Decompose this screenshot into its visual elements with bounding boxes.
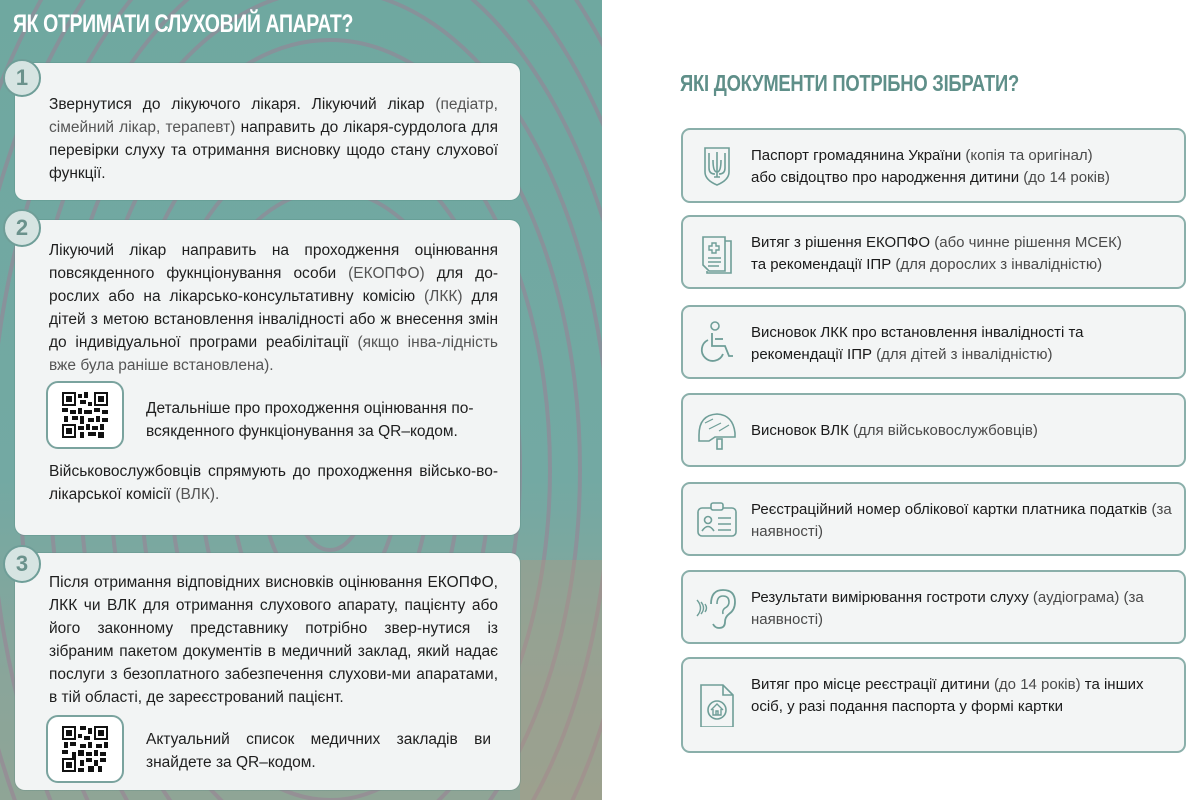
document-ekopfo-text [751, 232, 1174, 276]
step-1-text-note: (педіатр, сімейний лікар, терапевт) [49, 96, 498, 136]
step-1-text [49, 93, 498, 185]
document-item-passport [681, 128, 1186, 203]
step-2-text-note: (якщо інва-лідність вже була раніше встановлена). [49, 334, 498, 374]
doc-text-part: та інших осіб, у разі подання паспорта у формі картки [751, 676, 1144, 715]
doc-text-note: (до 14 років) [993, 676, 1081, 693]
document-item-residence [681, 657, 1186, 753]
doc-text-part: Висновок ЛКК про встановлення інвалідності та рекомендації ІПР [751, 324, 1084, 363]
step-2-text-note: (ЕКОПФО) [348, 265, 425, 282]
doc-text-note: (або чинне рішення МСЕК) [934, 234, 1122, 251]
step-2-text [49, 239, 498, 377]
medical-document-icon [695, 231, 739, 275]
qr-code-icon [62, 726, 108, 772]
ear-hearing-icon [695, 586, 739, 630]
step-2-military-part: Військовослужбовців спрямують до проходження військо-во-лікарської комісії [49, 463, 498, 503]
step-2-text-part: Лікуючий лікар направить на проходження оцінювання повсякденного фукнціонування особи [49, 242, 498, 282]
document-item-vlk [681, 393, 1186, 467]
left-page-title: ЯК ОТРИМАТИ СЛУХОВИЙ АПАРАТ? [13, 10, 353, 38]
doc-text-note: (за наявності) [751, 501, 1172, 540]
qr-facilities-caption: Актуальний список медичних закладів ви знайдете за QR–кодом. [146, 731, 491, 771]
doc-text-part: Результати вимірювання гостроти слуху [751, 589, 1033, 606]
home-document-icon [695, 683, 739, 727]
step-number-badge-2: 2 [3, 209, 41, 247]
document-item-lkk [681, 305, 1186, 379]
document-tax-number-text [751, 499, 1174, 543]
step-3-text [49, 571, 498, 709]
step-3-text-part: Після отримання відповідних висновків оцінювання ЕКОПФО, ЛКК чи ВЛК для отримання слухового апарату, пацієнту або його законному представнику потрібно звер-нутися із зібраним пакетом документів в медичний заклад, який надає послуги з безоплатного забезпечення слухови-ми апаратами, в тій області, де зареєстрований пацієнт. [49, 574, 498, 706]
step-number-badge-1: 1 [3, 59, 41, 97]
document-audiogram-text [751, 587, 1174, 631]
step-card-3 [15, 553, 520, 790]
step-2-text-note: (ЛКК) [424, 288, 463, 305]
step-card-2 [15, 220, 520, 535]
step-number-badge-3: 3 [3, 545, 41, 583]
trident-coat-of-arms-icon [695, 144, 739, 188]
step-2-military-note: (ВЛК). [175, 486, 220, 503]
document-lkk-text [751, 322, 1174, 366]
document-item-ekopfo [681, 215, 1186, 289]
doc-text-note: (до 14 років) [1023, 169, 1110, 186]
id-card-icon [695, 498, 739, 542]
doc-text-part: Висновок ВЛК [751, 422, 853, 439]
right-page-title: ЯКІ ДОКУМЕНТИ ПОТРІБНО ЗІБРАТИ? [680, 70, 1019, 96]
step-2-military-text [49, 460, 498, 506]
step-1-text-part: Звернутися до лікуючого лікаря. Лікуючий лікар [49, 96, 436, 113]
step-card-1 [15, 63, 520, 200]
doc-text-part: Реєстраційний номер облікової картки платника податків [751, 501, 1152, 518]
doc-text-note: (для дітей з інвалідністю) [876, 346, 1053, 363]
doc-text-note: (аудіограма) (за наявності) [751, 589, 1144, 628]
document-residence-text [751, 674, 1174, 718]
document-item-tax-number [681, 482, 1186, 556]
doc-text-part: Витяг з рішення ЕКОПФО [751, 234, 935, 251]
doc-text-part: та рекомендації ІПР [751, 256, 896, 273]
qr-evaluation-caption: Детальніше про проходження оцінювання по-всякденного функціонування за QR–кодом. [146, 400, 474, 440]
wheelchair-icon [695, 320, 739, 364]
qr-code-medical-facilities[interactable] [46, 715, 124, 783]
document-item-audiogram [681, 570, 1186, 644]
qr-code-evaluation[interactable] [46, 381, 124, 449]
doc-text-note: (копія та оригінал) [965, 147, 1093, 164]
military-helmet-icon [695, 409, 739, 453]
document-vlk-text [751, 420, 1174, 442]
doc-text-part: Паспорт громадянина України [751, 147, 966, 164]
doc-text-note: (для дорослих з інвалідністю) [895, 256, 1103, 273]
step-1-text-part: направить до лікаря-сурдолога для перевірки слуху та отримання висновку щодо стану слухової функції. [49, 119, 498, 182]
doc-text-note: (для військовослужбовців) [852, 422, 1038, 439]
step-2-text-part: для до-рослих або на лікарсько-консультативну комісію [49, 265, 498, 305]
step-2-text-part: для дітей з метою встановлення інвалідності або ж внесення змін до індивідуальної програми реабілітації [49, 288, 498, 351]
qr-code-icon [62, 392, 108, 438]
doc-text-part: або свідоцтво про народження дитини [751, 169, 1024, 186]
doc-text-part: Витяг про місце реєстрації дитини [751, 676, 994, 693]
document-passport-text [751, 145, 1174, 189]
